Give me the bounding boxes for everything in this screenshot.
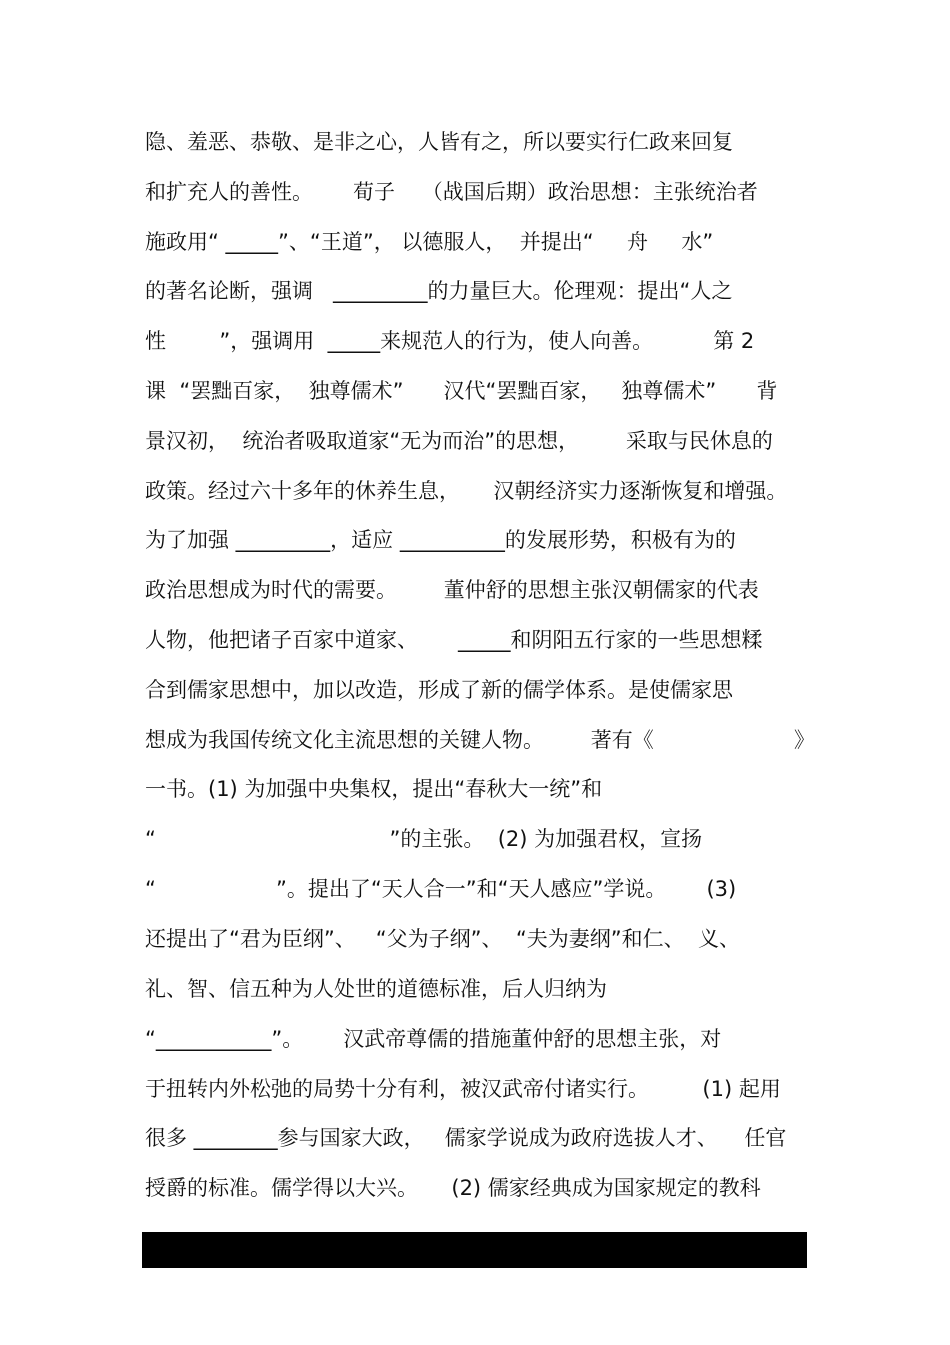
text-line-6: 课 “罢黜百家， 独尊儒术” 汉代“罢黜百家， 独尊儒术” 背	[145, 379, 778, 403]
text-line-10: 政治思想成为时代的需要。 董仲舒的思想主张汉朝儒家的代表	[145, 578, 759, 602]
text-line-18: 礼、智、信五种为人处世的道德标准，后人归纳为	[145, 977, 607, 1001]
text-line-7: 景汉初， 统治者吸取道家“无为而治”的思想， 采取与民休息的	[145, 429, 773, 453]
text-line-15: “ ”的主张。 (2) 为加强君权，宣扬	[145, 827, 703, 851]
text-line-12: 合到儒家思想中，加以改造，形成了新的儒学体系。是使儒家思	[145, 678, 733, 702]
text-line-16: “ ”。提出了“天人合一”和“天人感应”学说。 (3)	[145, 877, 737, 901]
text-line-8: 政策。经过六十多年的休养生息， 汉朝经济实力逐渐恢复和增强。	[145, 479, 788, 503]
text-line-21: 很多 ________参与国家大政， 儒家学说成为政府选拔人才、 任官	[145, 1126, 787, 1150]
text-line-22: 授爵的标准。儒学得以大兴。 (2) 儒家经典成为国家规定的教科	[145, 1176, 761, 1200]
text-line-9: 为了加强 _________，适应 __________的发展形势，积极有为的	[145, 528, 736, 552]
text-line-1: 隐、羞恶、恭敬、是非之心，人皆有之，所以要实行仁政来回复	[145, 130, 733, 154]
text-line-14: 一书。(1) 为加强中央集权，提出“春秋大一统”和	[145, 777, 603, 801]
text-line-3: 施政用“ _____”、“王道”， 以德服人， 并提出“ 舟 水”	[145, 230, 714, 254]
text-line-2: 和扩充人的善性。 荀子 （战国后期）政治思想：主张统治者	[145, 180, 758, 204]
text-line-11: 人物，他把诸子百家中道家、 _____和阴阳五行家的一些思想糅	[145, 628, 763, 652]
text-line-17: 还提出了“君为臣纲”、 “父为子纲”、 “夫为妻纲”和仁、 义、	[145, 927, 741, 951]
text-line-5: 性 ”，强调用 _____来规范人的行为，使人向善。 第 2	[145, 329, 755, 353]
text-line-20: 于扭转内外松弛的局势十分有利，被汉武帝付诸实行。 (1) 起用	[145, 1077, 781, 1101]
text-line-19: “___________”。 汉武帝尊儒的措施董仲舒的思想主张，对	[145, 1027, 722, 1051]
text-line-4: 的著名论断，强调 _________的力量巨大。伦理观：提出“人之	[145, 279, 733, 303]
text-line-13: 想成为我国传统文化主流思想的关键人物。 著有《 》	[145, 728, 815, 752]
redaction-bar	[142, 1232, 807, 1268]
